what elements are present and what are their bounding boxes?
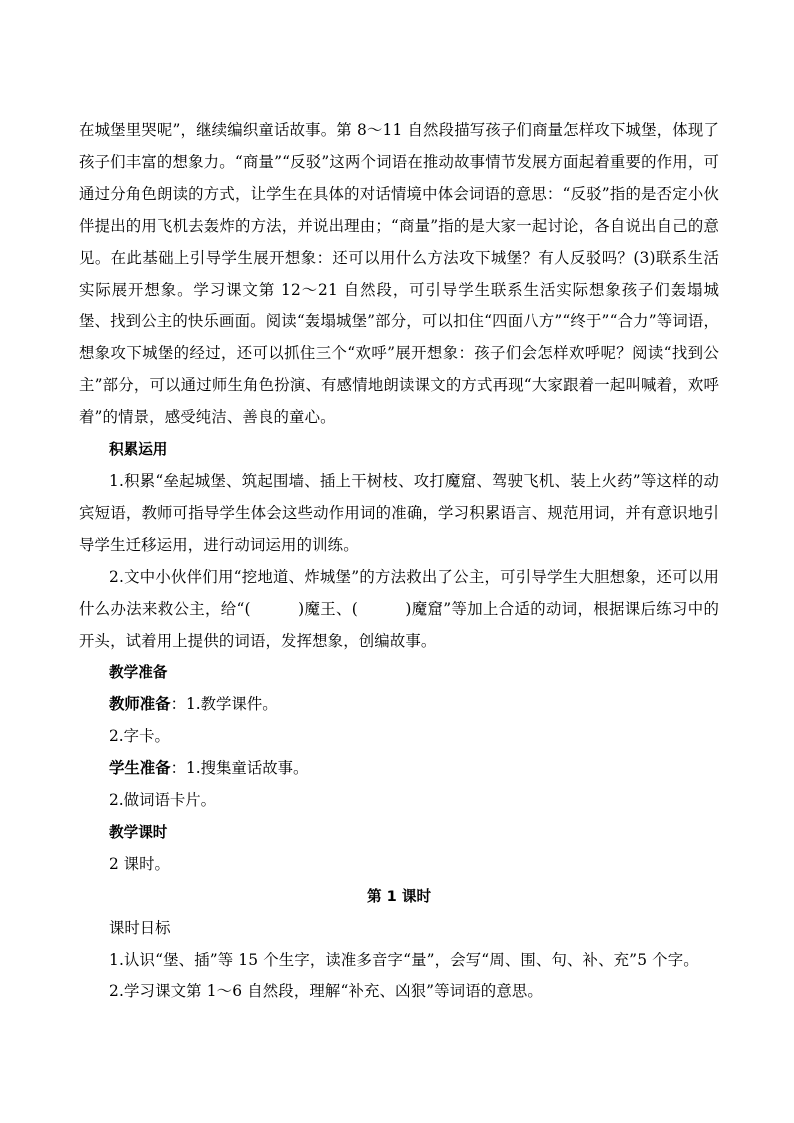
section-heading-accumulate: 积累运用: [109, 441, 168, 459]
accumulate-item-2: 2.文中小伙伴们用“挖地道、炸城堡”的方法救出了公主，可引导学生大胆想象，还可以用什么办法来救公主，给“( )魔王、( )魔窟”等加上合适的动词，根据课后练习中的开头，试着用上提供的词语，发挥想象，创编故事。: [79, 567, 719, 650]
teacher-prep-label: 教师准备: [109, 695, 171, 714]
section-heading-prep: 教学准备: [109, 664, 168, 682]
accumulate-item-1: 1.积累“垒起城堡、筑起围墙、插上干树枝、攻打魔窟、驾驶飞机、装上火药”等这样的动宾短语，教师可指导学生体会这些动作用词的准确，学习积累语言、规范用词，并有意识地引导学生迁移运用，进行动词运用的训练。: [79, 471, 719, 554]
section-heading-hours: 教学课时: [109, 823, 168, 841]
goal-item-2: 2.学习课文第 1～6 自然段，理解“补充、凶狠”等词语的意思。: [109, 982, 543, 1001]
student-prep-line: [79, 753, 719, 785]
goal-item-1: 1.认识“堡、插”等 15 个生字，读准多音字“量”，会写“周、围、句、补、充”5 个字。: [109, 950, 699, 969]
lesson-title: 第 1 课时: [366, 887, 432, 905]
teacher-prep-line: [79, 689, 719, 721]
student-prep-item-2: 2.做词语卡片。: [109, 791, 217, 810]
intro-paragraph: 在城堡里哭呢”，继续编织童话故事。第 8～11 自然段描写孩子们商量怎样攻下城堡，体现了孩子们丰富的想象力。“商量”“反驳”这两个词语在推动故事情节发展方面起着重要的作用，可通过分角色朗读的方式，让学生在具体的对话情境中体会词语的意思：“反驳”指的是否定小伙伴提出的用飞机去轰炸的方法，并说出理由；“商量”指的是大家一起讨论，各自说出自己的意见。在此基础上引导学生展开想象：还可以用什么方法攻下城堡？有人反驳吗？(3)联系生活实际展开想象。学习课文第 12～21 自然段，可引导学生联系生活实际想象孩子们轰塌城堡、找到公主的快乐画面。阅读“轰塌城堡”部分，可以扣住“四面八方”“终于”“合力”等词语，想象攻下城堡的经过，还可以抓住三个“欢呼”展开想象：孩子们会怎样欢呼呢？阅读“找到公主”部分，可以通过师生角色扮演、有感情地朗读课文的方式再现“大家跟着一起叫喊着，欢呼着”的情景，感受纯洁、善良的童心。: [79, 121, 719, 427]
teacher-prep-item-1: ：1.教学课件。: [170, 695, 278, 714]
teacher-prep-item-2: 2.字卡。: [109, 727, 170, 746]
document-page: [79, 115, 719, 1008]
hours-value: 2 课时。: [109, 854, 170, 873]
student-prep-label: 学生准备: [109, 759, 171, 778]
section-heading-goals: 课时日标: [109, 918, 171, 937]
student-prep-item-1: ：1.搜集童话故事。: [170, 759, 309, 778]
